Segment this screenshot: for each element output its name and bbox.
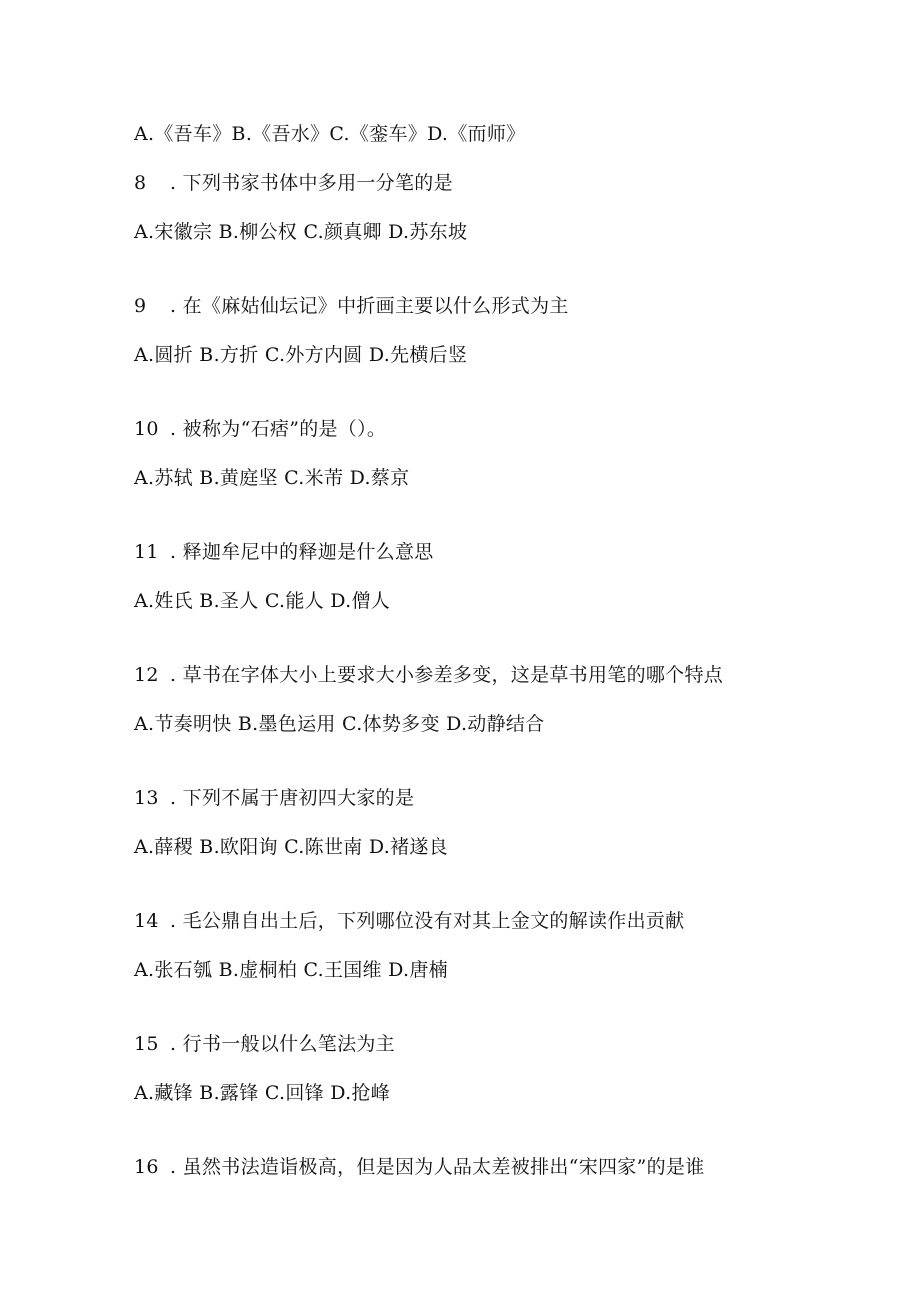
- question-text: . 下列不属于唐初四大家的是: [170, 787, 415, 809]
- answer-options-12: A.节奏明快 B.墨色运用 C.体势多变 D.动静结合: [134, 713, 545, 735]
- question-9: [134, 294, 569, 318]
- question-13: [134, 786, 414, 810]
- question-text: . 行书一般以什么笔法为主: [170, 1033, 395, 1055]
- question-number: 8: [134, 172, 147, 194]
- question-number: 12: [134, 664, 159, 686]
- question-text: . 释迦牟尼中的释迦是什么意思: [170, 541, 434, 563]
- question-number: 13: [134, 787, 159, 809]
- question-number: 15: [134, 1033, 159, 1055]
- question-10: [134, 417, 386, 441]
- question-text: . 草书在字体大小上要求大小参差多变，这是草书用笔的哪个特点: [170, 664, 724, 686]
- answer-options-10: A.苏轼 B.黄庭坚 C.米芾 D.蔡京: [134, 467, 410, 489]
- question-text: . 被称为“石痞”的是（）。: [170, 418, 387, 440]
- question-15: [134, 1032, 395, 1056]
- question-number: 9: [134, 295, 147, 317]
- question-11: [134, 540, 434, 564]
- question-number: 16: [134, 1156, 159, 1178]
- question-number: 10: [134, 418, 159, 440]
- answer-options-9: A.圆折 B.方折 C.外方内圆 D.先横后竖: [134, 344, 468, 366]
- question-text: . 毛公鼎自出土后，下列哪位没有对其上金文的解读作出贡献: [170, 910, 685, 932]
- question-number: 11: [134, 541, 159, 563]
- answer-options-11: A.姓氏 B.圣人 C.能人 D.僧人: [134, 590, 391, 612]
- answer-options-15: A.藏锋 B.露锋 C.回锋 D.抢峰: [134, 1082, 391, 1104]
- question-text: . 在《麻姑仙坛记》中折画主要以什么形式为主: [170, 295, 569, 317]
- question-number: 14: [134, 910, 159, 932]
- answer-options-8: A.宋徽宗 B.柳公权 C.颜真卿 D.苏东坡: [134, 221, 468, 243]
- question-14: [134, 909, 684, 933]
- answer-options-top: A.《吾车》B.《吾水》C.《銮车》D.《而师》: [134, 123, 526, 145]
- answer-options-13: A.薛稷 B.欧阳询 C.陈世南 D.褚遂良: [134, 836, 448, 858]
- question-16: [134, 1155, 705, 1179]
- question-text: . 下列书家书体中多用一分笔的是: [170, 172, 453, 194]
- question-text: . 虽然书法造诣极高，但是因为人品太差被排出“宋四家”的是谁: [170, 1156, 705, 1178]
- answer-options-14: A.张石瓠 B.虚桐柏 C.王国维 D.唐楠: [134, 959, 448, 981]
- question-8: [134, 171, 453, 195]
- question-12: [134, 663, 723, 687]
